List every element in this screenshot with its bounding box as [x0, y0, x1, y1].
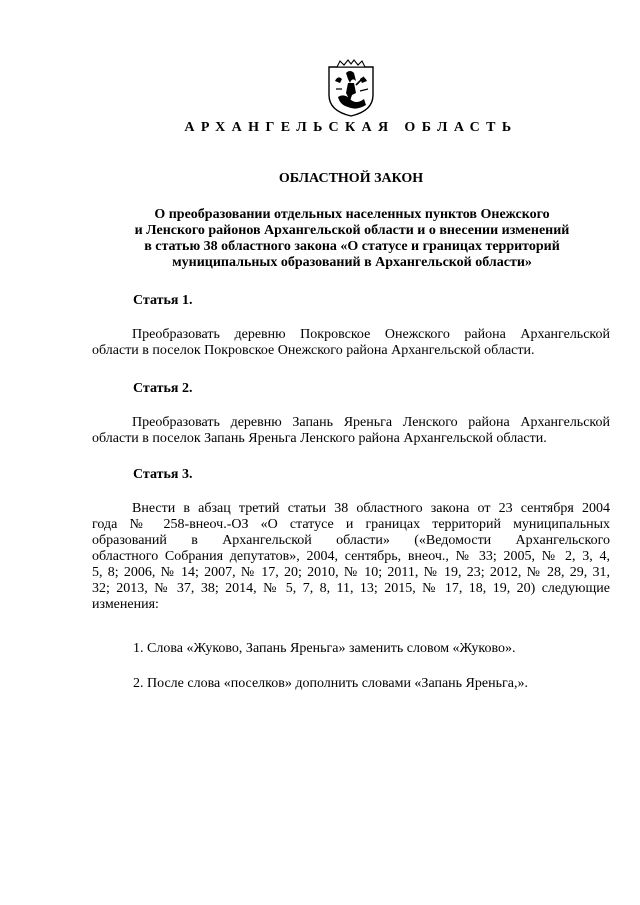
article-2-heading: Статья 2. — [133, 381, 193, 396]
article-1-heading: Статья 1. — [133, 293, 193, 308]
text-line: Внести в абзац третий статьи 38 областного закона от 23 сентября 2004 — [132, 501, 610, 516]
text-line: области в поселок Покровское Онежского района Архангельской области. — [92, 343, 535, 358]
text-line: 5, 8; 2006, № 14; 2007, № 17, 20; 2010, № 10; 2011, № 19, 23; 2012, № 28, 29, 31, — [92, 565, 610, 580]
title-line: муниципальных образований в Архангельской области» — [172, 255, 532, 270]
title-line: и Ленского районов Архангельской области и о внесении изменений — [134, 223, 570, 238]
article-2-text — [92, 415, 610, 447]
title-line: О преобразовании отдельных населенных пунктов Онежского — [154, 207, 550, 222]
text-line: образований в Архангельской области» («Ведомости Архангельского — [92, 533, 610, 548]
text-line: 32; 2013, № 37, 38; 2014, № 5, 7, 8, 11, 13; 2015, № 17, 18, 19, 20) следующие — [92, 581, 610, 596]
text-line: областного Собрания депутатов», 2004, сентябрь, внеоч., № 33; 2005, № 2, 3, 4, — [92, 549, 610, 564]
article-1-text — [92, 327, 610, 359]
text-line: изменения: — [92, 597, 159, 612]
amendment-item-1: 1. Слова «Жуково, Запань Яреньга» заменить словом «Жуково». — [133, 641, 516, 656]
coat-of-arms-emblem — [326, 59, 376, 117]
region-name: АРХАНГЕЛЬСКАЯ ОБЛАСТЬ — [184, 120, 518, 135]
text-line: области в поселок Запань Яреньга Ленского района Архангельской области. — [92, 431, 547, 446]
text-line: Преобразовать деревню Покровское Онежского района Архангельской — [132, 327, 610, 342]
title-line: в статью 38 областного закона «О статусе и границах территорий — [144, 239, 560, 254]
law-title — [92, 207, 612, 271]
amendment-item-2: 2. После слова «поселков» дополнить словами «Запань Яреньга,». — [133, 676, 528, 691]
article-3-text — [92, 501, 610, 613]
text-line: Преобразовать деревню Запань Яреньга Ленского района Архангельской — [132, 415, 610, 430]
text-line: года № 258-внеоч.-ОЗ «О статусе и границах территорий муниципальных — [92, 517, 610, 532]
article-3-heading: Статья 3. — [133, 467, 193, 482]
document-type: ОБЛАСТНОЙ ЗАКОН — [278, 171, 424, 186]
